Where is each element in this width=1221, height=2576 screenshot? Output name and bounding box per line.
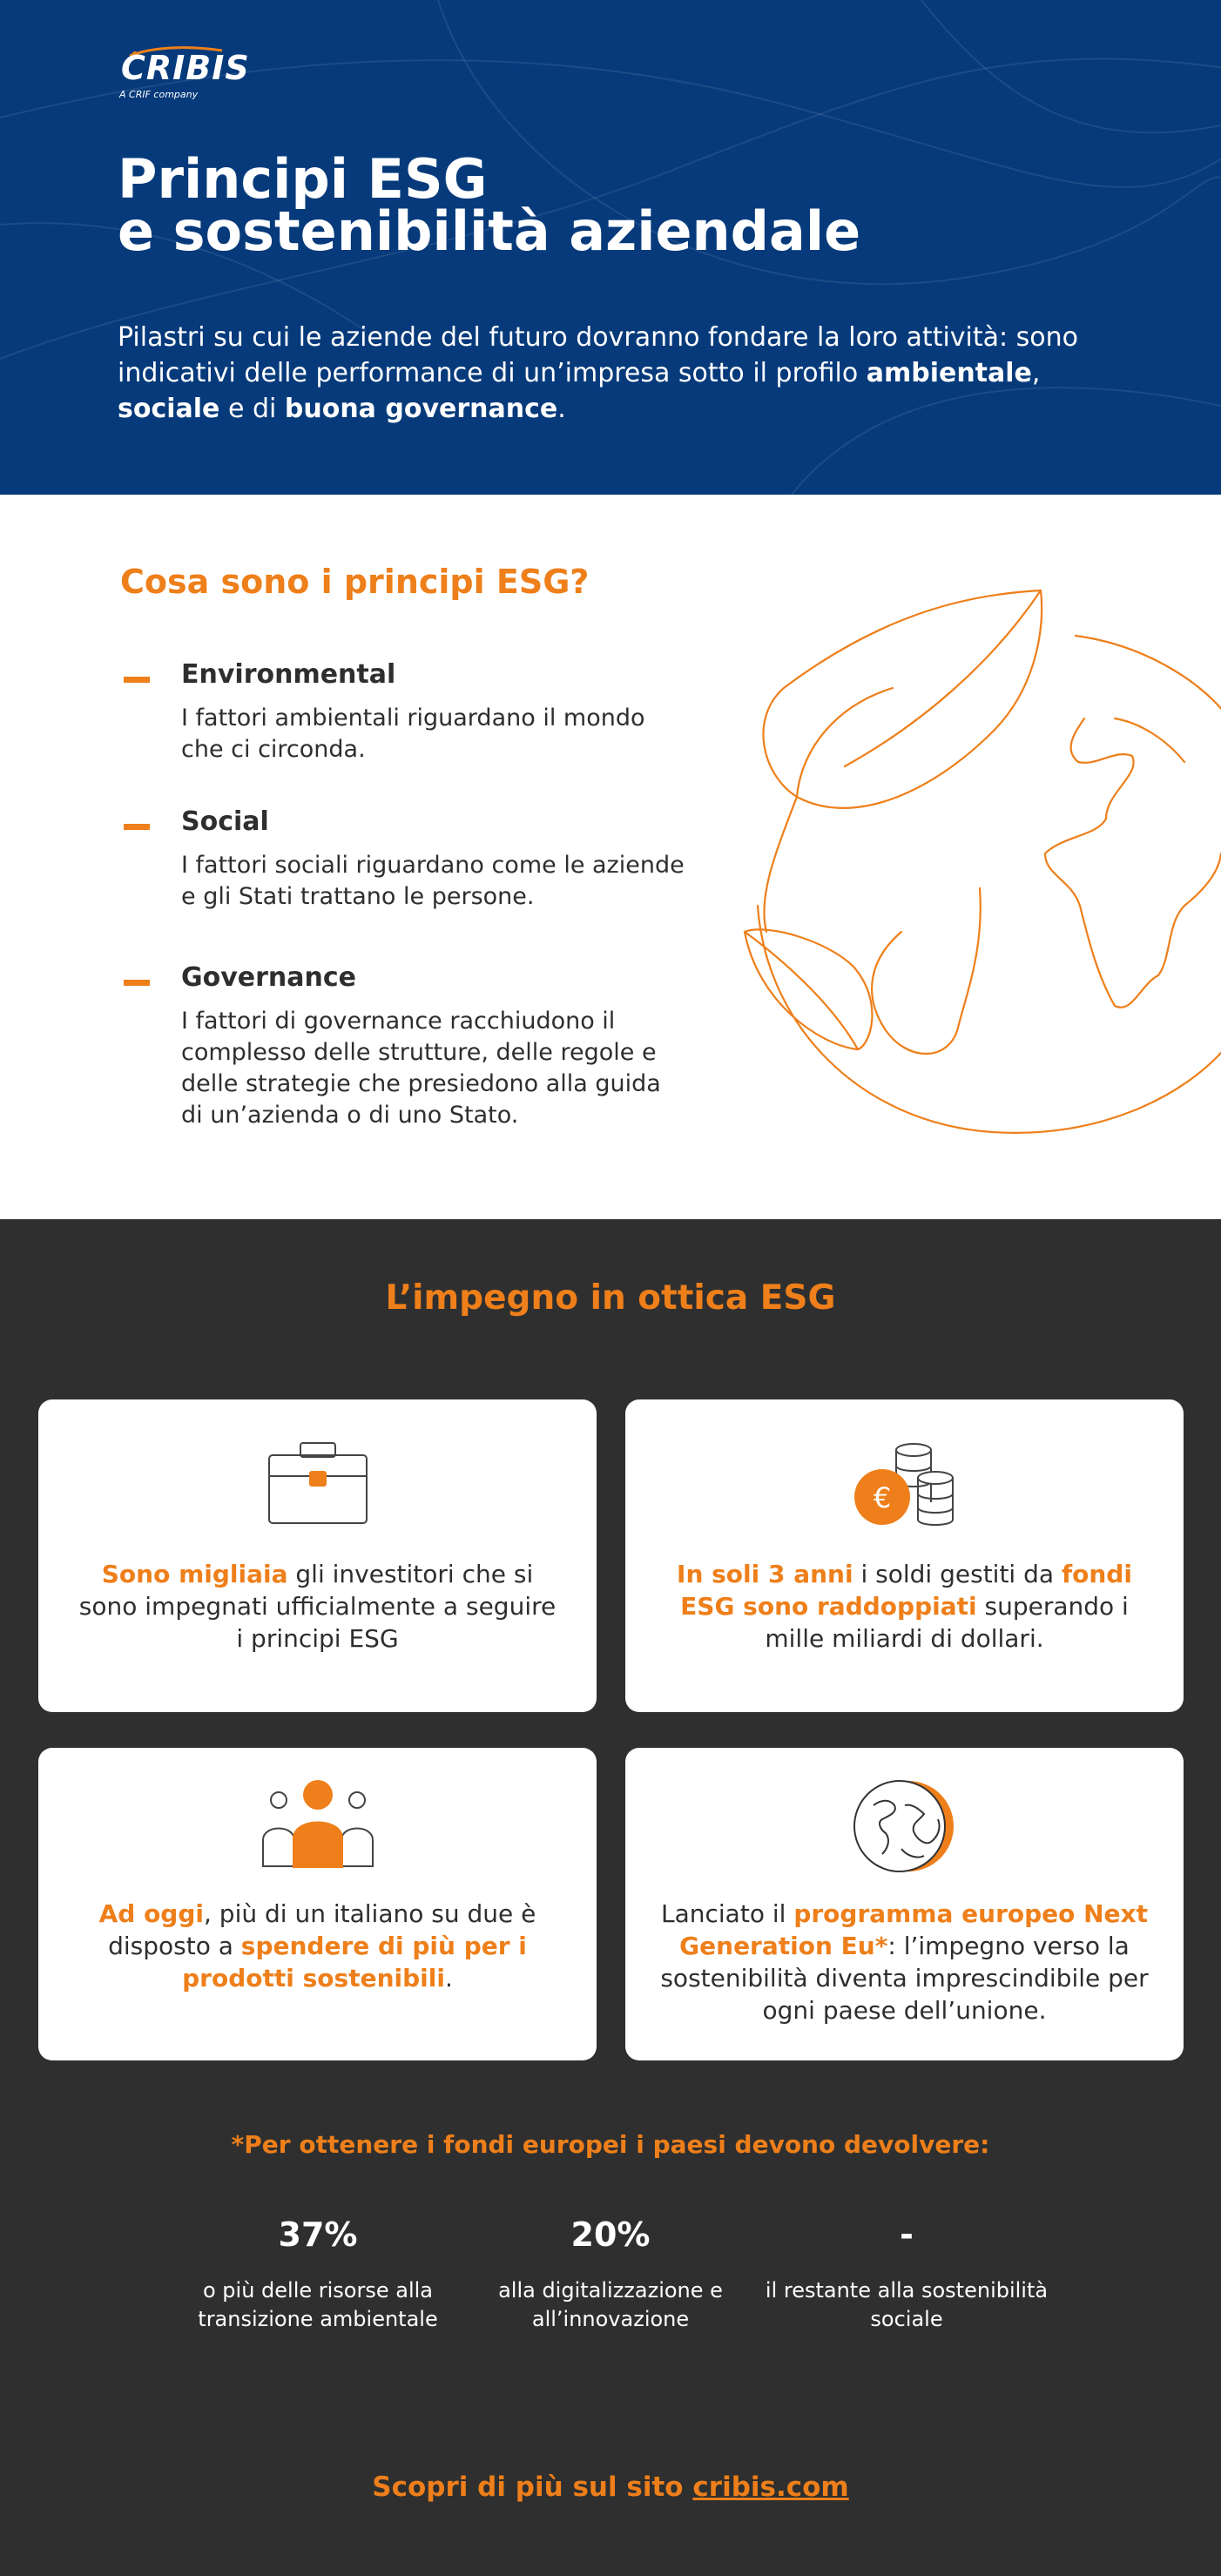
hero-desc-part1: Pilastri su cui le aziende del futuro dovranno fondare la loro attività: sono indicativi delle performance di un’impresa sotto il profilo bbox=[118, 322, 1079, 388]
funds-title: *Per ottenere i fondi europei i paesi devono devolvere: bbox=[231, 2130, 990, 2159]
globe-icon bbox=[851, 1779, 959, 1875]
card-text bbox=[660, 1898, 1149, 2026]
pillar-name: Social bbox=[181, 806, 269, 837]
card-body-2: . bbox=[444, 1964, 453, 1993]
pillar-environmental bbox=[120, 659, 678, 772]
card-body-0: Lanciato il bbox=[661, 1899, 794, 1928]
card-body-2: superando i mille miliardi di dollari. bbox=[765, 1592, 1129, 1653]
stat-label: il restante alla sostenibilità sociale bbox=[765, 2278, 1049, 2331]
card-esg-funds bbox=[625, 1399, 1184, 1712]
pillar-text: I fattori sociali riguardano come le aziende e gli Stati trattano le persone. bbox=[181, 852, 685, 910]
card-text bbox=[73, 1558, 562, 1655]
card-highlight: In soli 3 anni bbox=[677, 1560, 853, 1588]
hero-description bbox=[118, 320, 1093, 427]
hero-desc-end: . bbox=[557, 394, 566, 424]
pillar-bullet bbox=[124, 677, 150, 683]
pillar-bullet bbox=[124, 824, 150, 830]
stat-value: 37% bbox=[278, 2215, 358, 2254]
pillar-name: Environmental bbox=[181, 659, 396, 690]
pillar-governance bbox=[120, 962, 678, 1145]
card-highlight-2: fondi ESG sono raddoppiati bbox=[680, 1560, 1132, 1621]
page-title bbox=[118, 147, 1076, 263]
card-body: : l’impegno verso la sostenibilità diventa imprescindibile per ogni paese dell’unione. bbox=[660, 1932, 1149, 2025]
pillar-text: I fattori di governance racchiudono il complesso delle strutture, delle regole e delle strategie che presiedono alla guida di un’azienda o di uno Stato. bbox=[181, 1008, 661, 1129]
card-consumers bbox=[38, 1748, 597, 2060]
principles-title: Cosa sono i principi ESG? bbox=[120, 563, 590, 601]
people-group-icon bbox=[261, 1779, 374, 1870]
stat-digitalization bbox=[454, 2215, 767, 2334]
card-highlight: programma europeo Next Generation Eu* bbox=[679, 1899, 1148, 1960]
card-highlight: Ad oggi bbox=[98, 1899, 204, 1928]
hero-desc-social: sociale bbox=[118, 394, 220, 424]
commitment-title: L’impegno in ottica ESG bbox=[385, 1278, 836, 1318]
card-next-generation-eu bbox=[625, 1748, 1184, 2060]
page-title-line2: e sostenibilità aziendale bbox=[118, 199, 861, 263]
hero-desc-governance: buona governance bbox=[284, 394, 558, 424]
cribis-website-link[interactable]: cribis.com bbox=[692, 2471, 849, 2503]
card-text bbox=[73, 1898, 562, 1994]
card-body: i soldi gestiti da bbox=[853, 1560, 1062, 1588]
hero-desc-environmental: ambientale bbox=[866, 358, 1032, 388]
page-title-line1: Principi ESG bbox=[118, 147, 488, 211]
hero-desc-sep1: , bbox=[1031, 358, 1041, 388]
pillar-text: I fattori ambientali riguardano il mondo che ci circonda. bbox=[181, 705, 645, 763]
stat-environmental-transition bbox=[161, 2215, 475, 2334]
card-highlight: Sono migliaia bbox=[101, 1560, 288, 1588]
logo-wordmark: CRIBIS bbox=[121, 49, 250, 87]
stat-label: alla digitalizzazione e all’innovazione bbox=[498, 2278, 723, 2331]
globe-leaves-illustration-icon bbox=[732, 575, 1221, 1141]
card-body: , più di un italiano su due è disposto a bbox=[108, 1899, 536, 1960]
svg-text:€: € bbox=[873, 1481, 891, 1514]
pillar-social bbox=[120, 806, 685, 920]
briefcase-icon bbox=[267, 1441, 368, 1525]
hero-banner bbox=[0, 0, 1221, 495]
stat-label: o più delle risorse alla transizione ambientale bbox=[198, 2278, 438, 2331]
footer-cta-text: Scopri di più sul sito bbox=[372, 2471, 693, 2503]
hero-desc-sep2: e di bbox=[219, 394, 285, 424]
card-body: gli investitori che si sono impegnati ufficialmente a seguire i principi ESG bbox=[78, 1560, 557, 1653]
card-highlight-2: spendere di più per i prodotti sostenibili bbox=[182, 1932, 527, 1993]
commitment-section bbox=[0, 1219, 1221, 2576]
pillar-bullet bbox=[124, 980, 150, 986]
stat-value: 20% bbox=[570, 2215, 651, 2254]
card-text bbox=[660, 1558, 1149, 1655]
coins-euro-icon bbox=[853, 1441, 957, 1528]
card-investors bbox=[38, 1399, 597, 1712]
stat-social-sustainability bbox=[750, 2215, 1063, 2334]
pillar-name: Governance bbox=[181, 962, 357, 993]
cribis-logo[interactable] bbox=[118, 44, 283, 105]
stat-value: - bbox=[900, 2215, 914, 2254]
footer-cta bbox=[0, 2471, 1221, 2503]
logo-tagline: A CRIF company bbox=[119, 89, 199, 100]
